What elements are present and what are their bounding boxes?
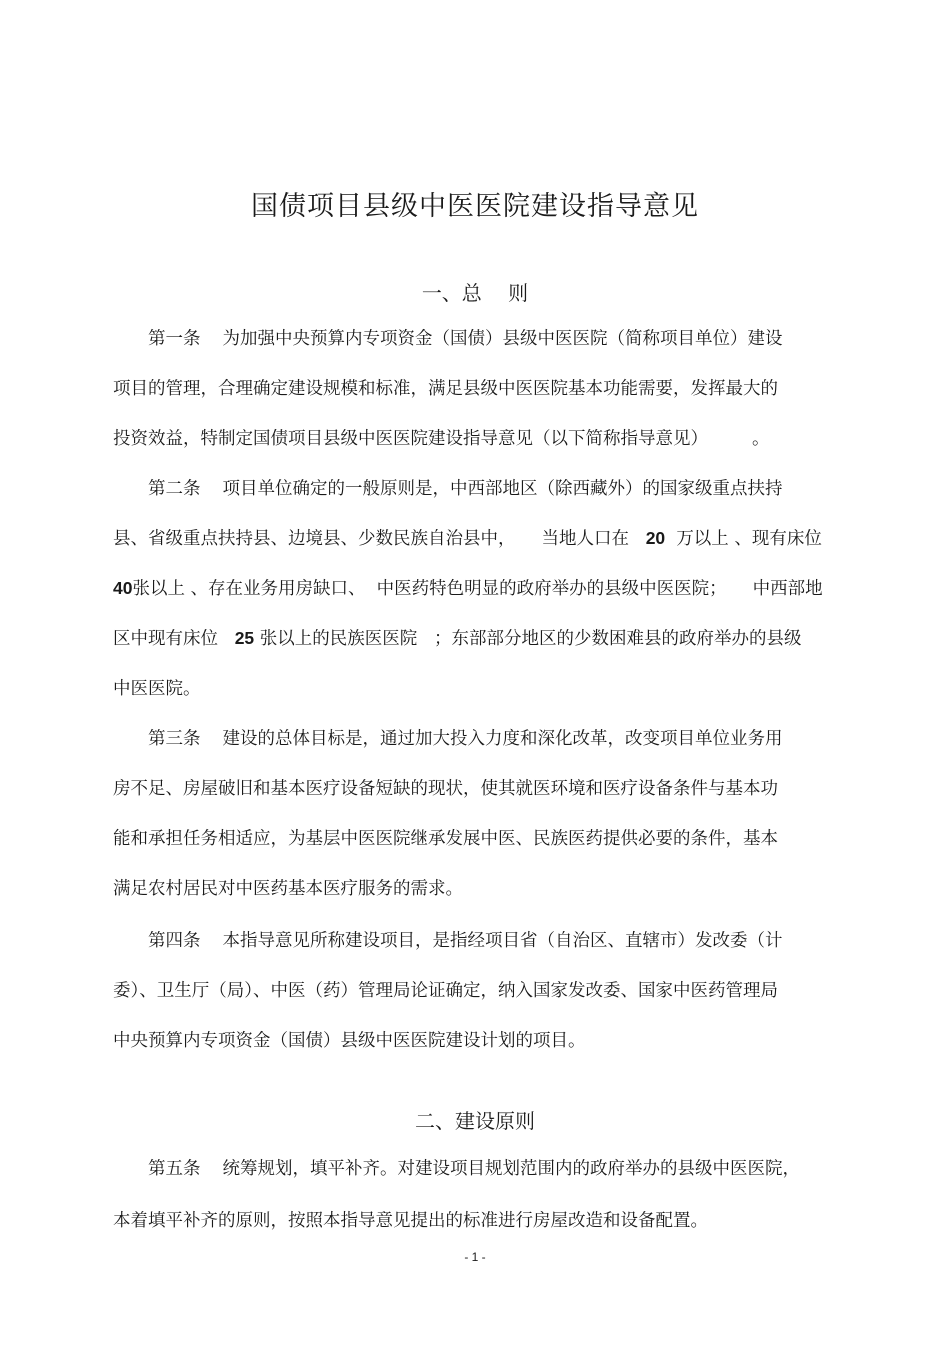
article-text-end: 。 [752,429,770,449]
article-2-line-4 [113,625,801,650]
article-2-line-5: 中医医院。 [113,679,201,699]
article-4-line-2: 委）、卫生厅（局）、中医（药）管理局论证确定，纳入国家发改委、国家中医药管理局 [113,981,778,1001]
ethnic-bed-count-value: 25 [234,628,255,648]
article-3-line-2: 房不足、房屋破旧和基本医疗设备短缺的现状，使其就医环境和医疗设备条件与基本功 [113,779,778,799]
article-4-line-3: 中央预算内专项资金（国债）县级中医医院建设计划的项目。 [113,1031,586,1051]
article-2-line-2 [113,525,822,550]
article-2-line-3 [113,575,823,600]
article-text: 项目单位确定的一般原则是，中西部地区（除西藏外）的国家级重点扶持 [222,479,783,499]
article-label: 第四条 [148,931,201,951]
article-label: 第五条 [148,1159,201,1179]
article-text: 投资效益，特制定国债项目县级中医医院建设指导意见（以下简称指导意见） [113,429,708,449]
article-3-line-3: 能和承担任务相适应，为基层中医医院继承发展中医、民族医药提供必要的条件，基本 [113,829,778,849]
article-text: 县、省级重点扶持县、边境县、少数民族自治县中， [113,529,516,549]
population-value: 20 [645,528,666,548]
document-title: 国债项目县级中医医院建设指导意见 [251,191,699,222]
article-1-line-3 [113,425,770,450]
article-label: 第一条 [148,329,201,349]
article-5-line-1 [148,1155,800,1180]
article-text: 中西部地 [752,579,823,599]
article-text: 区中现有床位 [113,629,218,649]
section-heading-principles: 二、建设原则 [415,1109,535,1133]
article-text: 张以上 、存在业务用房缺口、 [132,579,366,599]
article-text: 当地人口在 [541,529,629,549]
article-1-line-2: 项目的管理，合理确定建设规模和标准，满足县级中医医院基本功能需要，发挥最大的 [113,379,778,399]
article-5-line-2: 本着填平补齐的原则，按照本指导意见提出的标准进行房屋改造和设备配置。 [113,1211,708,1231]
article-3-line-1 [148,725,783,750]
article-text: ；东部部分地区的少数困难县的政府举办的县级 [433,629,802,649]
article-1-line-1 [148,325,783,350]
article-text: 本指导意见所称建设项目，是指经项目省（自治区、直辖市）发改委（计 [222,931,783,951]
article-text: 中医药特色明显的政府举办的县级中医医院； [376,579,727,599]
article-label: 第三条 [148,729,201,749]
page-number: - 1 - [464,1250,486,1264]
article-text: 张以上的民族医医院 [259,629,418,649]
article-text: 为加强中央预算内专项资金（国债）县级中医医院（简称项目单位）建设 [222,329,783,349]
article-3-line-4: 满足农村居民对中医药基本医疗服务的需求。 [113,879,463,899]
article-text: 万以上 、现有床位 [676,529,822,549]
article-4-line-1 [148,927,783,952]
article-2-line-1 [148,475,783,500]
article-text: 统筹规划，填平补齐。对建设项目规划范围内的政府举办的县级中医医院， [222,1159,800,1179]
article-text: 建设的总体目标是，通过加大投入力度和深化改革，改变项目单位业务用 [222,729,783,749]
section-heading-general: 一、总 则 [421,281,529,305]
article-label: 第二条 [148,479,201,499]
bed-count-value: 40 [113,578,133,598]
